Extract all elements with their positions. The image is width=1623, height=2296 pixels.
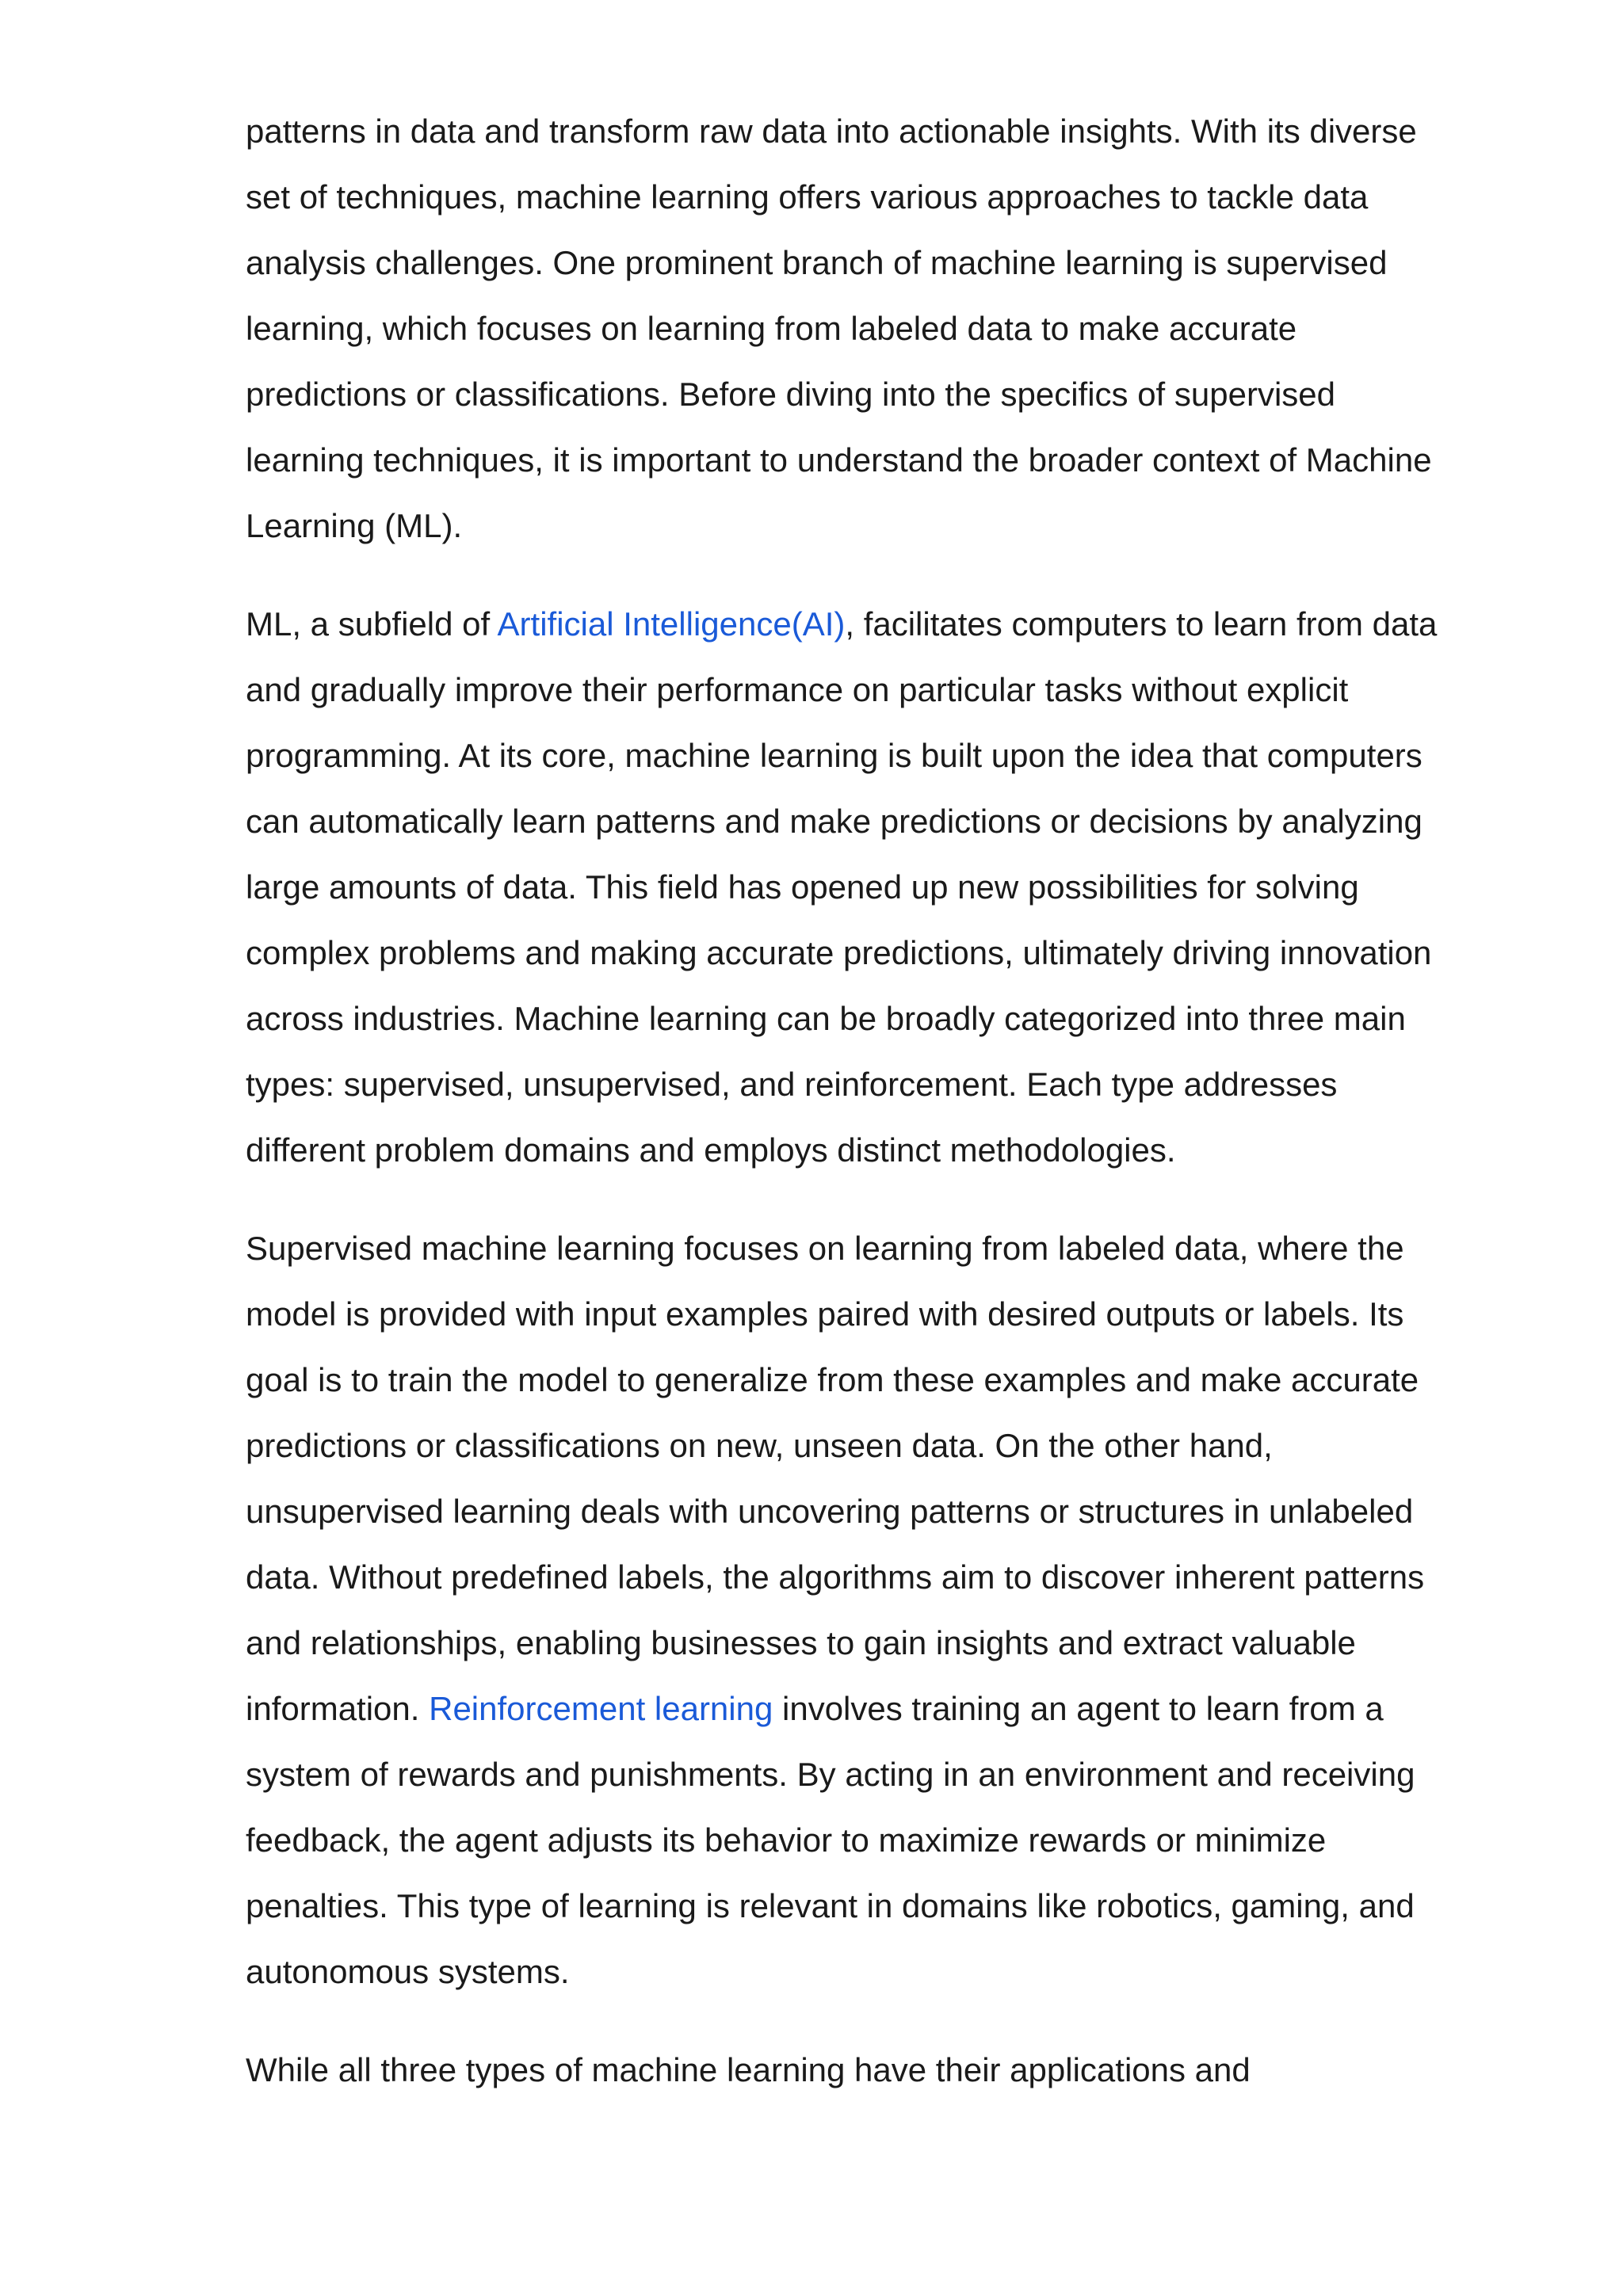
article-body <box>246 98 1442 2135</box>
reinforcement-learning-link[interactable]: Reinforcement learning <box>429 1690 773 1727</box>
paragraph-ml-text-after: , facilitates computers to learn from data and gradually improve their performance on particular tasks without explicit programming. At its core, machine learning is built upon the idea that computers can automatically learn patterns and make predictions or decisions by analyzing large amounts of data. This field has opened up new possibilities for solving complex problems and making accurate predictions, ultimately driving innovation across industries. Machine learning can be broadly categorized into three main types: supervised, unsupervised, and reinforcement. Each type addresses different problem domains and employs distinct methodologies. <box>246 605 1438 1169</box>
paragraph-learning-types <box>246 1215 1442 2004</box>
paragraph-types-text-before: Supervised machine learning focuses on learning from labeled data, where the model is provided with input examples paired with desired outputs or labels. Its goal is to train the model to generalize from these examples and make accurate predictions or classifications on new, unseen data. On the other hand, unsupervised learning deals with uncovering patterns or structures in unlabeled data. Without predefined labels, the algorithms aim to discover inherent patterns and relationships, enabling businesses to gain insights and extract valuable information. <box>246 1230 1425 1727</box>
paragraph-ml-text-before: ML, a subfield of <box>246 605 498 643</box>
paragraph-ml-definition <box>246 591 1442 1183</box>
paragraph-types-text-after: involves training an agent to learn from a system of rewards and punishments. By acting in an environment and receiving feedback, the agent adjusts its behavior to maximize rewards or minimize penalties. This type of learning is relevant in domains like robotics, gaming, and autonomous systems. <box>246 1690 1415 1990</box>
paragraph-closing-text: While all three types of machine learning have their applications and <box>246 2051 1251 2088</box>
paragraph-intro-text: patterns in data and transform raw data into actionable insights. With its diverse set of techniques, machine learning offers various approaches to tackle data analysis challenges. One prominent branch of machine learning is supervised learning, which focuses on learning from labeled data to make accurate predictions or classifications. Before diving into the specifics of supervised learning techniques, it is important to understand the broader context of Machine Learning (ML). <box>246 113 1432 544</box>
artificial-intelligence-link[interactable]: Artificial Intelligence(AI) <box>497 605 846 643</box>
paragraph-closing <box>246 2037 1442 2103</box>
paragraph-intro <box>246 98 1442 559</box>
